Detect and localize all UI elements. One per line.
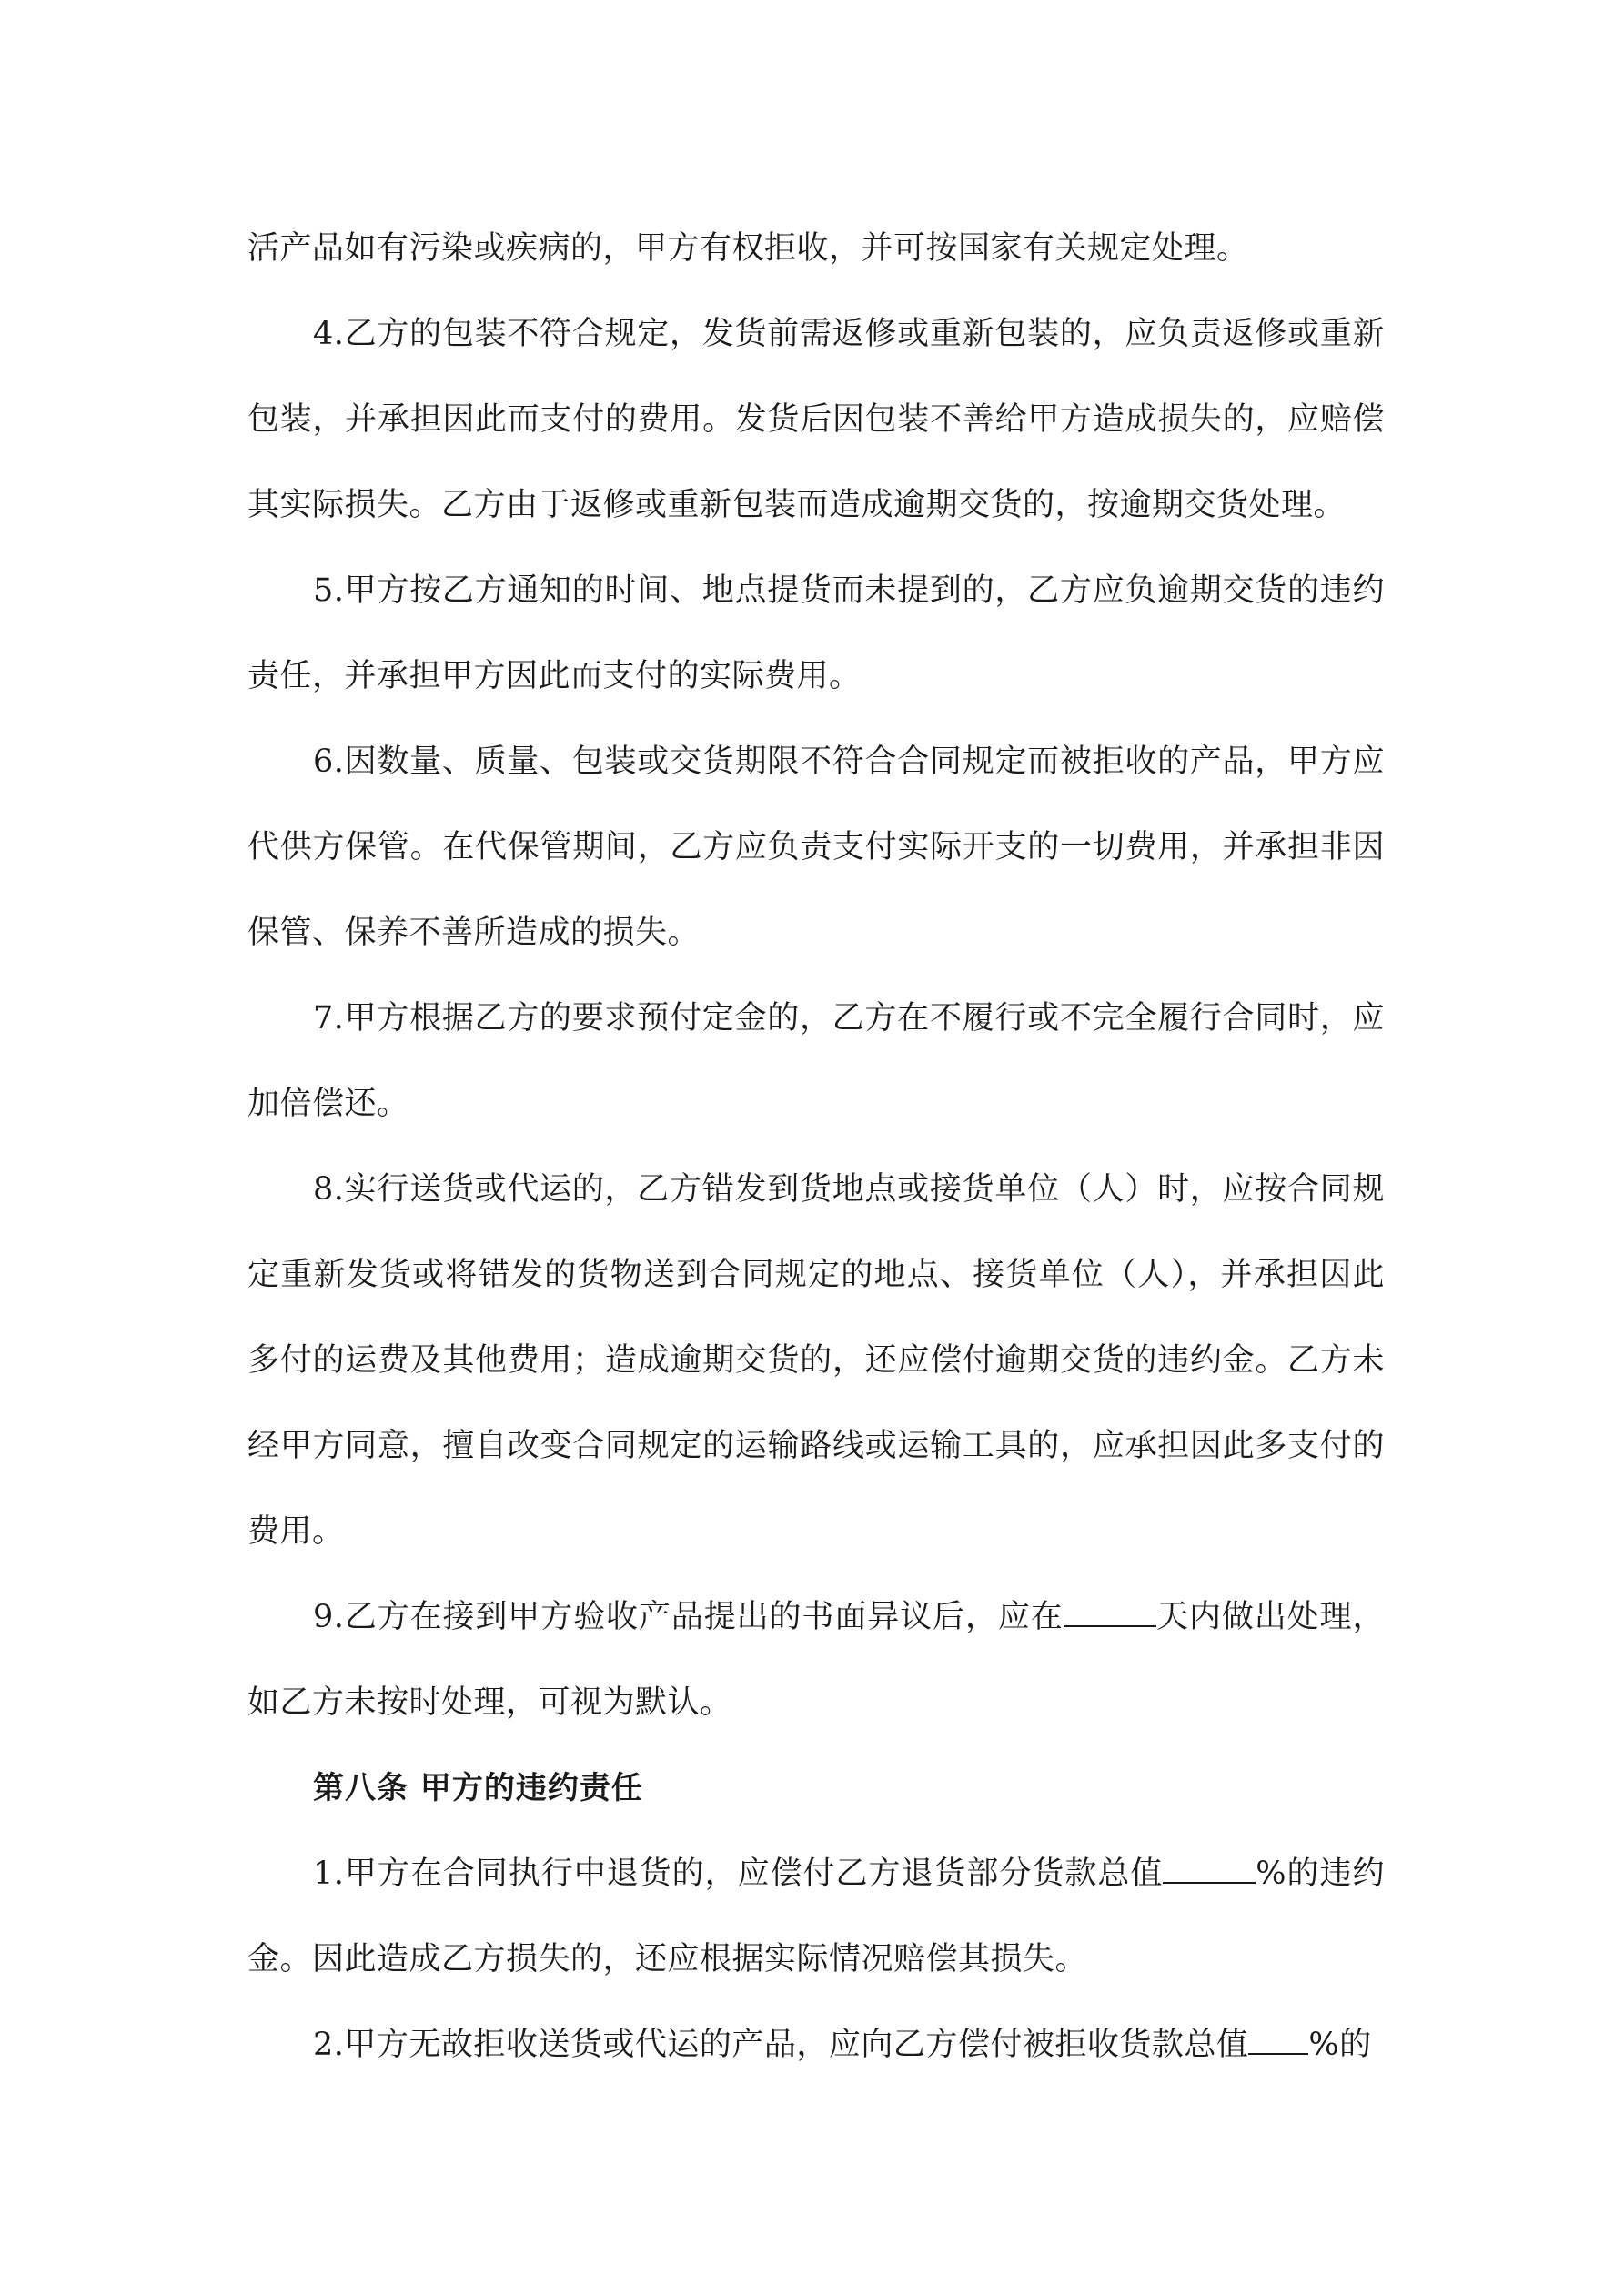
clause-8: 8.实行送货或代运的，乙方错发到货地点或接货单位（人）时，应按合同规定重新发货或将错发的货物送到合同规定的地点、接货单位（人），并承担因此多付的运费及其他费用；造成逾期交货的，还应偿付逾期交货的违约金。乙方未经甲方同意，擅自改变合同规定的运输路线或运输工具的，应承担因此多支付的费用。 — [247, 1171, 1385, 1550]
article-8-clause-2 — [247, 2002, 1385, 2088]
clause-4: 4.乙方的包装不符合规定，发货前需返修或重新包装的，应负责返修或重新包装，并承担因此而支付的费用。发货后因包装不善给甲方造成损失的，应赔偿其实际损失。乙方由于返修或重新包装而造成逾期交货的，按逾期交货处理。 — [247, 316, 1385, 523]
paragraph-continuation: 活产品如有污染或疾病的，甲方有权拒收，并可按国家有关规定处理。 — [247, 230, 1249, 267]
article-8-clause-1-text-a: 1.甲方在合同执行中退货的，应偿付乙方退货部分货款总值 — [313, 1856, 1164, 1892]
article-8-clause-1-text-b: %的违约金。因此造成乙方损失的，还应根据实际情况赔偿其损失。 — [247, 1856, 1385, 1977]
article-8-clause-2-text-a: 2.甲方无故拒收送货或代运的产品，应向乙方偿付被拒收货款总值 — [313, 2027, 1249, 2063]
clause-6: 6.因数量、质量、包装或交货期限不符合合同规定而被拒收的产品，甲方应代供方保管。在代保管期间，乙方应负责支付实际开支的一切费用，并承担非因保管、保养不善所造成的损失。 — [247, 743, 1385, 951]
clause-9-text-a: 9.乙方在接到甲方验收产品提出的书面异议后，应在 — [313, 1599, 1064, 1635]
article-8-clause-2-text-b: %的 — [1308, 2027, 1372, 2063]
clause-7: 7.甲方根据乙方的要求预付定金的，乙方在不履行或不完全履行合同时，应加倍偿还。 — [247, 1000, 1385, 1122]
section-heading-article-8: 第八条 甲方的违约责任 — [313, 1770, 643, 1806]
clause-9 — [247, 1574, 1385, 1745]
document-body — [247, 206, 1385, 2088]
clause-9-text-b: 天内做出处理，如乙方未按时处理，可视为默认。 — [247, 1599, 1385, 1721]
article-8-clause-1 — [247, 1831, 1385, 2002]
days-blank — [1064, 1598, 1156, 1627]
clause-5: 5.甲方按乙方通知的时间、地点提货而未提到的，乙方应负逾期交货的违约责任，并承担甲方因此而支付的实际费用。 — [247, 572, 1385, 694]
percent-blank-2 — [1248, 2026, 1308, 2055]
percent-blank-1 — [1163, 1855, 1256, 1884]
